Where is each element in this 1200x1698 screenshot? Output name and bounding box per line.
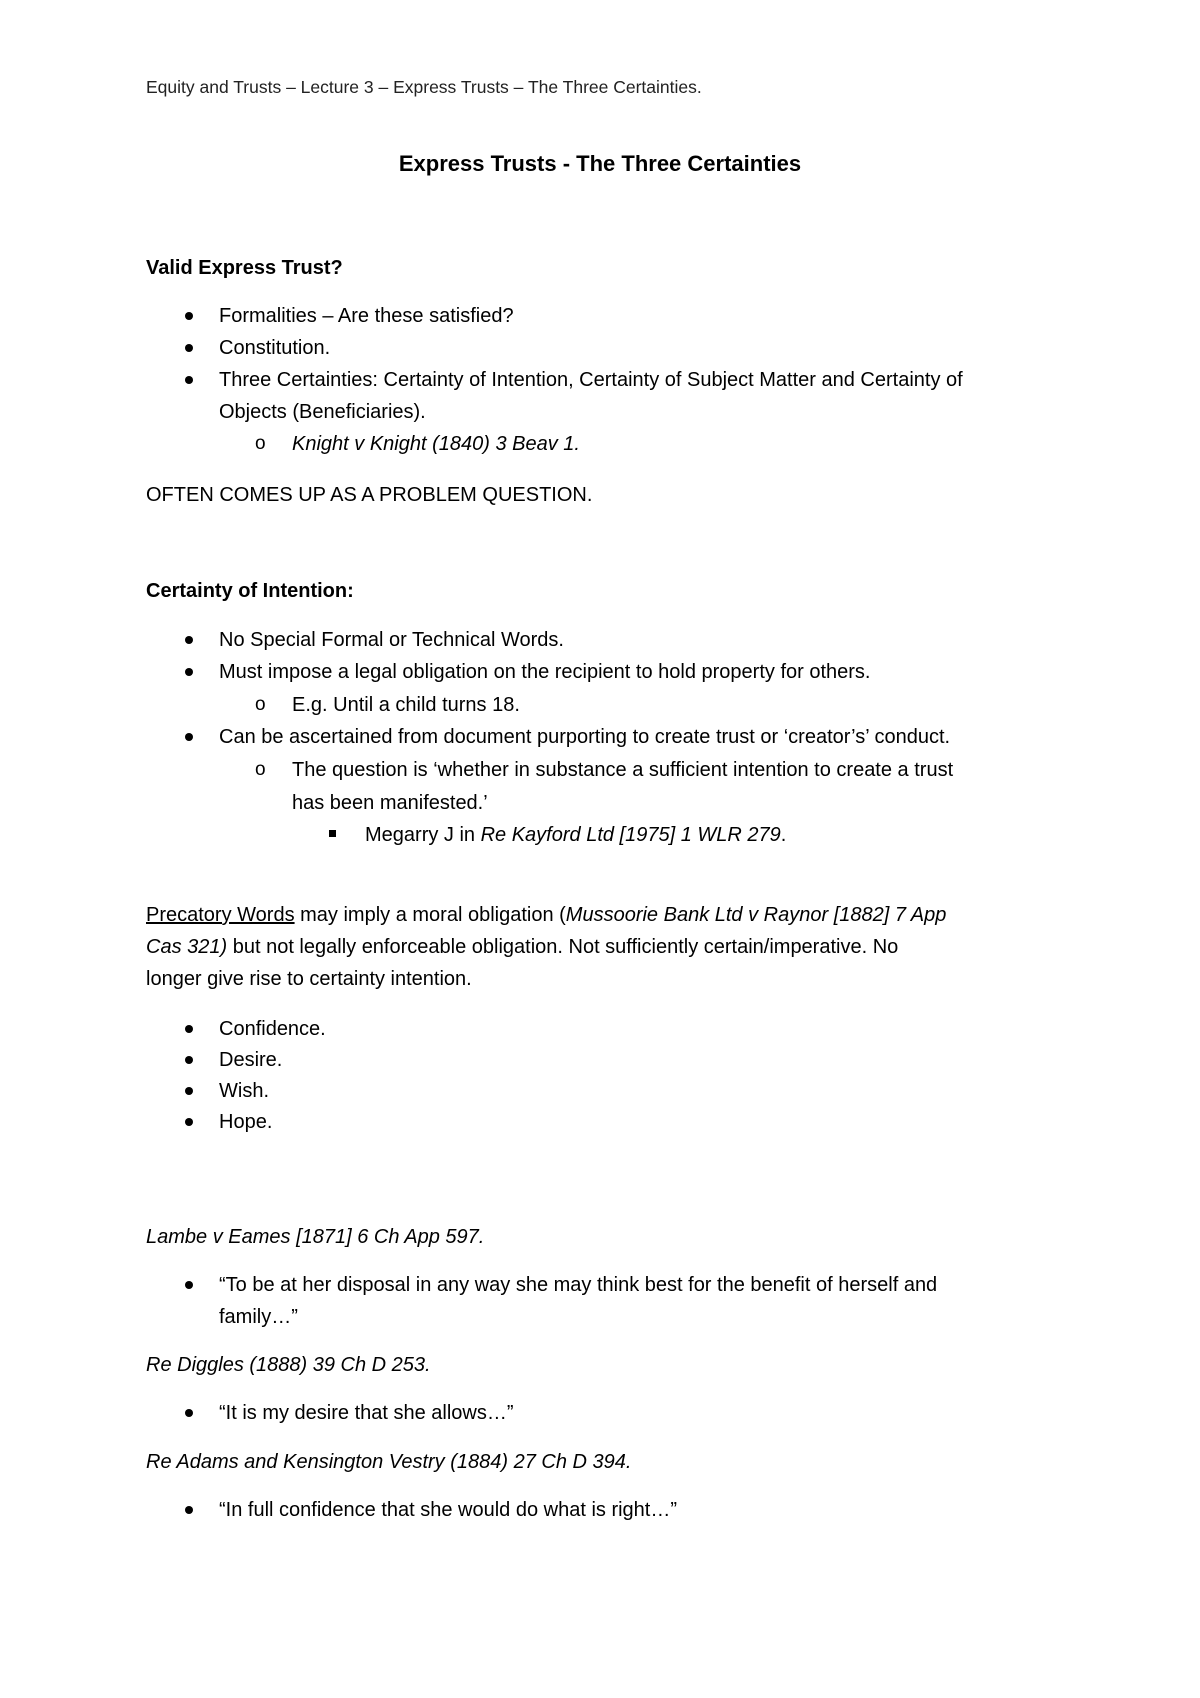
list-item-continuation: Objects (Beneficiaries). bbox=[219, 401, 426, 423]
list-item: Must impose a legal obligation on the recipient to hold property for others. bbox=[219, 661, 871, 683]
case-citation: Knight v Knight (1840) 3 Beav 1. bbox=[292, 433, 580, 455]
list-item: Constitution. bbox=[219, 337, 331, 359]
square-bullet-icon bbox=[329, 830, 336, 837]
list-item: No Special Formal or Technical Words. bbox=[219, 629, 564, 651]
bullet-icon bbox=[185, 636, 193, 644]
sub-list-item: E.g. Until a child turns 18. bbox=[292, 694, 520, 716]
bullet-icon bbox=[185, 1409, 193, 1417]
list-item: Desire. bbox=[219, 1049, 283, 1071]
document-title: Express Trusts - The Three Certainties bbox=[398, 151, 802, 176]
bullet-icon bbox=[185, 1056, 193, 1064]
bullet-icon bbox=[185, 668, 193, 676]
hollow-bullet-icon: o bbox=[255, 694, 266, 715]
precatory-paragraph-line-1: Precatory Words may imply a moral obligation (Mussoorie Bank Ltd v Raynor [1882] 7 App bbox=[146, 904, 947, 926]
list-item: Formalities – Are these satisfied? bbox=[219, 305, 514, 327]
section-heading-certainty-of-intention: Certainty of Intention: bbox=[146, 580, 354, 602]
bullet-icon bbox=[185, 344, 193, 352]
bullet-icon bbox=[185, 1025, 193, 1033]
list-item: Hope. bbox=[219, 1111, 273, 1133]
hollow-bullet-icon: o bbox=[255, 433, 266, 454]
list-item: Can be ascertained from document purporting to create trust or ‘creator’s’ conduct. bbox=[219, 726, 951, 748]
list-item: Wish. bbox=[219, 1080, 269, 1102]
list-item: Three Certainties: Certainty of Intention, Certainty of Subject Matter and Certainty of bbox=[219, 369, 963, 391]
bullet-icon bbox=[185, 312, 193, 320]
precatory-paragraph-line-2: Cas 321) but not legally enforceable obligation. Not sufficiently certain/imperative. No bbox=[146, 936, 899, 958]
page-header: Equity and Trusts – Lecture 3 – Express Trusts – The Three Certainties. bbox=[146, 77, 702, 97]
hollow-bullet-icon: o bbox=[255, 759, 266, 780]
precatory-paragraph-line-3: longer give rise to certainty intention. bbox=[146, 968, 472, 990]
section-heading-valid-express-trust: Valid Express Trust? bbox=[146, 257, 343, 279]
list-item: Confidence. bbox=[219, 1018, 326, 1040]
case-quote-continuation: family…” bbox=[219, 1306, 298, 1328]
bullet-icon bbox=[185, 1118, 193, 1126]
case-heading: Lambe v Eames [1871] 6 Ch App 597. bbox=[146, 1226, 485, 1248]
case-heading: Re Diggles (1888) 39 Ch D 253. bbox=[146, 1354, 431, 1376]
sub-list-item: The question is ‘whether in substance a sufficient intention to create a trust bbox=[292, 759, 954, 781]
exam-note: OFTEN COMES UP AS A PROBLEM QUESTION. bbox=[146, 484, 593, 506]
bullet-icon bbox=[185, 376, 193, 384]
sub-list-item-continuation: has been manifested.’ bbox=[292, 792, 488, 814]
bullet-icon bbox=[185, 733, 193, 741]
bullet-icon bbox=[185, 1087, 193, 1095]
precatory-words-term: Precatory Words bbox=[146, 904, 295, 926]
sub-sub-list-item: Megarry J in Re Kayford Ltd [1975] 1 WLR 279. bbox=[365, 824, 787, 846]
case-quote: “In full confidence that she would do what is right…” bbox=[219, 1499, 678, 1521]
case-heading: Re Adams and Kensington Vestry (1884) 27 Ch D 394. bbox=[146, 1451, 632, 1473]
bullet-icon bbox=[185, 1281, 193, 1289]
case-quote: “It is my desire that she allows…” bbox=[219, 1402, 514, 1424]
case-quote: “To be at her disposal in any way she may think best for the benefit of herself and bbox=[219, 1274, 938, 1296]
bullet-icon bbox=[185, 1506, 193, 1514]
